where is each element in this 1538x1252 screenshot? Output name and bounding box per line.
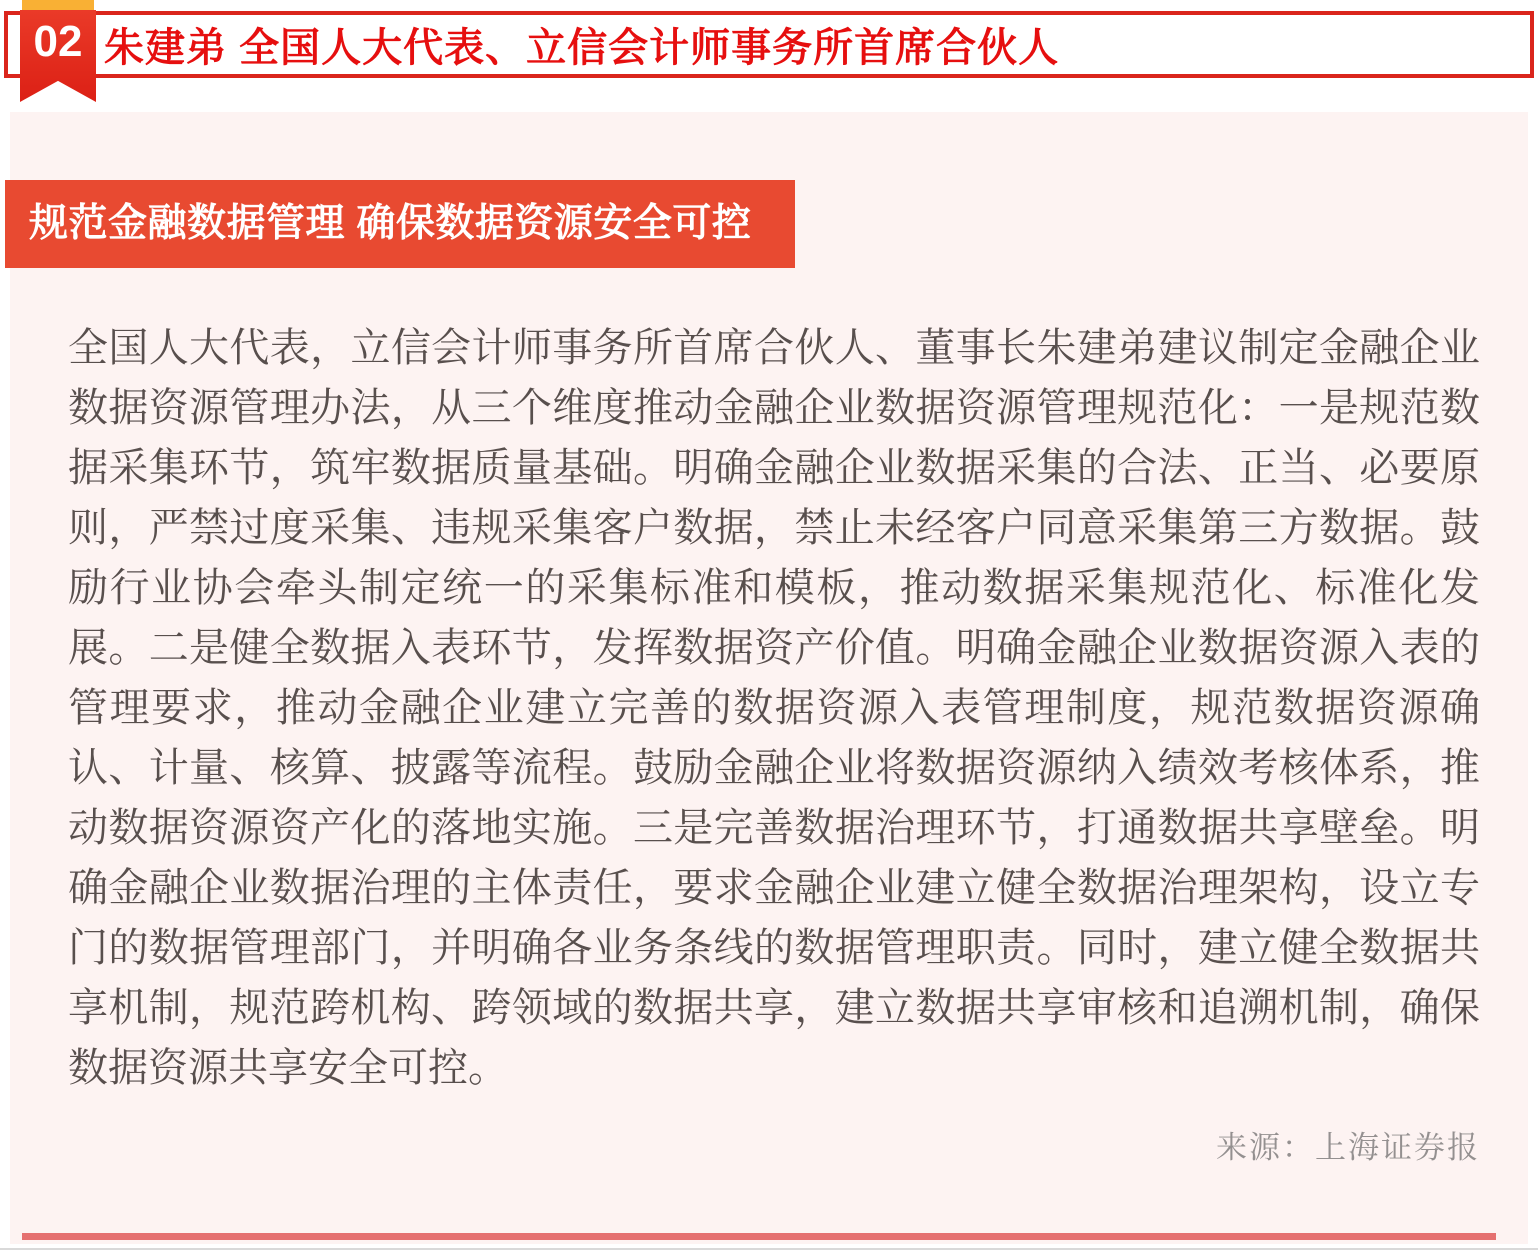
section-number-ribbon [20,0,96,102]
article-source: 来源：上海证券报 [1216,1130,1480,1165]
article-body-paragraph: 全国人大代表，立信会计师事务所首席合伙人、董事长朱建弟建议制定金融企业数据资源管理办法，从三个维度推动金融企业数据资源管理规范化：一是规范数据采集环节，筑牢数据质量基础。明确金融企业数据采集的合法、正当、必要原则，严禁过度采集、违规采集客户数据，禁止未经客户同意采集第三方数据。鼓励行业协会牵头制定统一的采集标准和模板，推动数据采集规范化、标准化发展。二是健全数据入表环节，发挥数据资产价值。明确金融企业数据资源入表的管理要求，推动金融企业建立完善的数据资源入表管理制度，规范数据资源确认、计量、核算、披露等流程。鼓励金融企业将数据资源纳入绩效考核体系，推动数据资源资产化的落地实施。三是完善数据治理环节，打通数据共享壁垒。明确金融企业数据治理的主体责任，要求金融企业建立健全数据治理架构，设立专门的数据管理部门，并明确各业务条线的数据管理职责。同时，建立健全数据共享机制，规范跨机构、跨领域的数据共享，建立数据共享审核和追溯机制，确保数据资源共享安全可控。 [68,326,1480,1090]
section-header-bar [4,11,1534,78]
page-edge-line [0,1248,1538,1250]
section-number: 02 [33,17,83,66]
section-title: 朱建弟 全国人大代表、立信会计师事务所首席合伙人 [104,26,1060,70]
article-card [10,112,1528,1244]
article-headline-banner: 规范金融数据管理 确保数据资源安全可控 [5,180,795,268]
bottom-divider-line [22,1233,1496,1240]
